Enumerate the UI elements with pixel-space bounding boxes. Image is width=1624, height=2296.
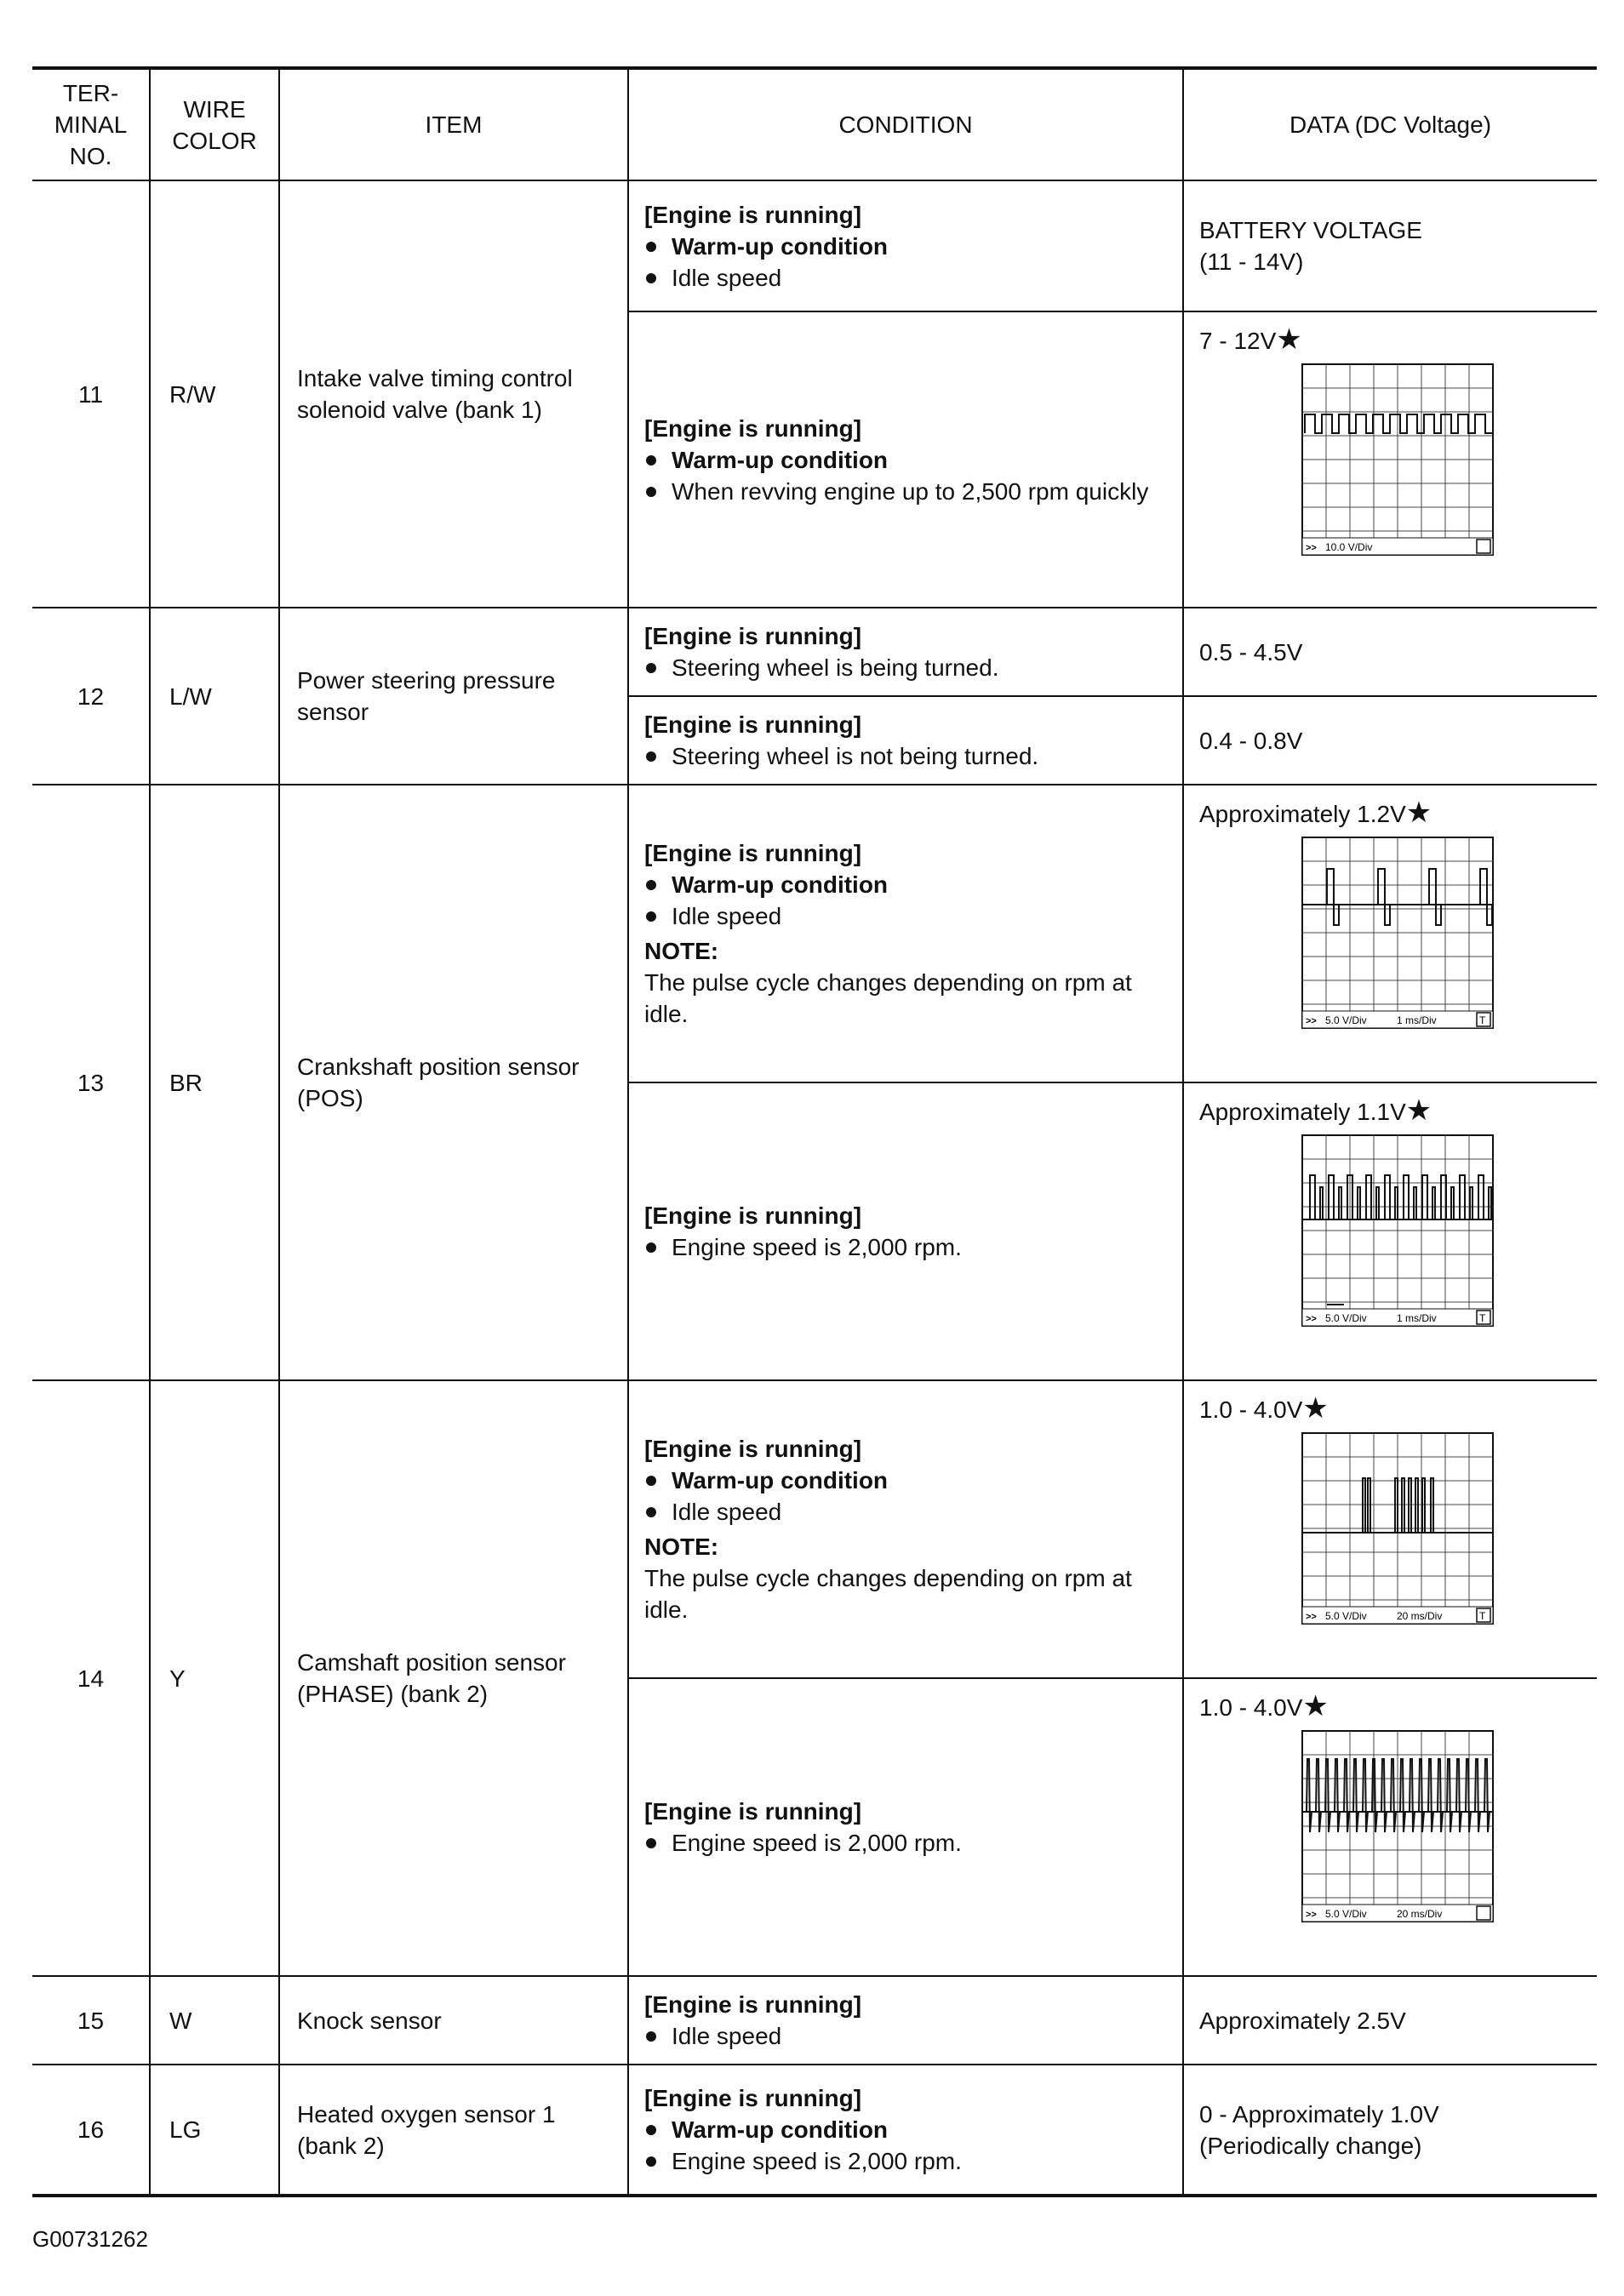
- terminal-number: 14: [32, 1380, 150, 1976]
- star-icon: ★: [1302, 1392, 1329, 1425]
- note-heading: NOTE:: [644, 938, 719, 964]
- condition-bullet: Engine speed is 2,000 rpm.: [644, 2145, 1172, 2177]
- condition-bullet: Warm-up condition: [644, 2114, 1172, 2145]
- condition-heading: [Engine is running]: [644, 1436, 862, 1462]
- condition-cell: [628, 696, 1183, 785]
- condition-list: [644, 444, 1172, 507]
- condition-list: [644, 740, 1172, 772]
- header-item: ITEM: [279, 68, 628, 180]
- row-13-cond-1-oscilloscope: [1301, 837, 1506, 1049]
- item-name: Knock sensor: [279, 1976, 628, 2065]
- data-value: [1199, 2005, 1581, 2036]
- row-14-cond-1-oscilloscope: [1301, 1432, 1506, 1645]
- star-icon: ★: [1405, 1094, 1432, 1127]
- data-cell: [1183, 785, 1597, 1082]
- terminal-number: 13: [32, 785, 150, 1380]
- scope-volt-div-label: 5.0 V/Div: [1325, 1014, 1367, 1026]
- scope-time-div-label: 20 ms/Div: [1397, 1908, 1443, 1920]
- data-cell: [1183, 608, 1597, 696]
- condition-bullet: Warm-up condition: [644, 1465, 1172, 1496]
- condition-heading: [Engine is running]: [644, 840, 862, 866]
- condition-heading: [Engine is running]: [644, 1798, 862, 1825]
- data-value: [1199, 1095, 1581, 1128]
- condition-bullet: Idle speed: [644, 1496, 1172, 1528]
- terminal-number: 16: [32, 2065, 150, 2196]
- table-header-row: [32, 68, 1597, 180]
- condition-bullet: Steering wheel is not being turned.: [644, 740, 1172, 772]
- header-wire-color: WIRE COLOR: [150, 68, 279, 180]
- terminal-spec-table: [32, 66, 1597, 2197]
- data-value: [1199, 2099, 1581, 2162]
- condition-bullet: Engine speed is 2,000 rpm.: [644, 1827, 1172, 1859]
- item-name: Crankshaft position sensor (POS): [279, 785, 628, 1380]
- condition-bullet: Idle speed: [644, 262, 1172, 294]
- data-cell: [1183, 696, 1597, 785]
- scope-trigger-mark: T: [1479, 1014, 1486, 1026]
- star-icon: ★: [1405, 797, 1432, 829]
- data-cell: [1183, 2065, 1597, 2196]
- item-name: Power steering pressure sensor: [279, 608, 628, 785]
- scope-time-div-label: 20 ms/Div: [1397, 1610, 1443, 1622]
- scope-marker: >>: [1306, 543, 1317, 553]
- condition-cell: [628, 311, 1183, 608]
- condition-list: [644, 869, 1172, 932]
- scope-trigger-mark: T: [1479, 1312, 1486, 1324]
- header-condition: CONDITION: [628, 68, 1183, 180]
- condition-list: [644, 652, 1172, 683]
- scope-volt-div-label: 10.0 V/Div: [1325, 541, 1373, 553]
- condition-bullet: Engine speed is 2,000 rpm.: [644, 1231, 1172, 1263]
- condition-bullet: Idle speed: [644, 900, 1172, 932]
- table-row: [32, 785, 1597, 1082]
- document-code: G00731262: [32, 2226, 148, 2252]
- table-row: [32, 180, 1597, 311]
- item-name: Intake valve timing control solenoid valve (bank 1): [279, 180, 628, 608]
- header-data: DATA (DC Voltage): [1183, 68, 1597, 180]
- wire-color: BR: [150, 785, 279, 1380]
- voltage-value: 0.5 - 4.5V: [1199, 638, 1303, 665]
- condition-cell: [628, 2065, 1183, 2196]
- condition-cell: [628, 180, 1183, 311]
- condition-heading: [Engine is running]: [644, 1991, 862, 2018]
- wire-color: LG: [150, 2065, 279, 2196]
- condition-cell: [628, 1380, 1183, 1678]
- scope-marker: >>: [1306, 1016, 1317, 1026]
- voltage-value: 0.4 - 0.8V: [1199, 727, 1303, 754]
- data-value: [1199, 1393, 1581, 1425]
- condition-heading: [Engine is running]: [644, 1202, 862, 1229]
- star-icon: ★: [1276, 323, 1302, 356]
- scope-marker: >>: [1306, 1910, 1317, 1920]
- scope-end-box: [1477, 540, 1490, 553]
- row-14-cond-2-oscilloscope: [1301, 1730, 1506, 1943]
- condition-list: [644, 1231, 1172, 1263]
- condition-cell: [628, 1976, 1183, 2065]
- condition-list: [644, 2020, 1172, 2052]
- terminal-number: 11: [32, 180, 150, 608]
- scope-trigger-mark: T: [1479, 1610, 1486, 1622]
- table-row: [32, 1380, 1597, 1678]
- data-cell: [1183, 1380, 1597, 1678]
- data-value: [1199, 214, 1581, 277]
- condition-cell: [628, 1678, 1183, 1976]
- condition-heading: [Engine is running]: [644, 623, 862, 649]
- table-row: [32, 608, 1597, 696]
- data-cell: [1183, 1976, 1597, 2065]
- table-body: [32, 180, 1597, 2196]
- terminal-number: 12: [32, 608, 150, 785]
- voltage-value: Approximately 1.2V: [1199, 801, 1406, 827]
- condition-bullet: Warm-up condition: [644, 444, 1172, 476]
- note-text: The pulse cycle changes depending on rpm at idle.: [644, 1565, 1132, 1623]
- condition-heading: [Engine is running]: [644, 2085, 862, 2111]
- data-value: [1199, 797, 1581, 830]
- data-cell: [1183, 311, 1597, 608]
- data-value: [1199, 637, 1581, 668]
- data-value: [1199, 324, 1581, 357]
- scope-end-box: [1477, 1906, 1490, 1920]
- item-name: Camshaft position sensor (PHASE) (bank 2): [279, 1380, 628, 1976]
- voltage-value: Approximately 1.1V: [1199, 1099, 1406, 1125]
- condition-bullet: Warm-up condition: [644, 869, 1172, 900]
- data-cell: [1183, 1678, 1597, 1976]
- condition-heading: [Engine is running]: [644, 201, 862, 228]
- data-value: [1199, 725, 1581, 757]
- condition-heading: [Engine is running]: [644, 711, 862, 738]
- item-name: Heated oxygen sensor 1 (bank 2): [279, 2065, 628, 2196]
- condition-cell: [628, 1082, 1183, 1380]
- data-cell: [1183, 180, 1597, 311]
- table-row: [32, 1976, 1597, 2065]
- table-row: [32, 2065, 1597, 2196]
- scope-time-div-label: 1 ms/Div: [1397, 1312, 1437, 1324]
- wire-color: Y: [150, 1380, 279, 1976]
- scope-volt-div-label: 5.0 V/Div: [1325, 1610, 1367, 1622]
- terminal-number: 15: [32, 1976, 150, 2065]
- row-13-cond-2-oscilloscope: [1301, 1134, 1506, 1347]
- voltage-value: 1.0 - 4.0V: [1199, 1694, 1303, 1721]
- note-text: The pulse cycle changes depending on rpm at idle.: [644, 969, 1132, 1027]
- condition-list: [644, 231, 1172, 294]
- condition-cell: [628, 608, 1183, 696]
- condition-bullet: Warm-up condition: [644, 231, 1172, 262]
- condition-heading: [Engine is running]: [644, 414, 862, 442]
- condition-bullet: When revving engine up to 2,500 rpm quickly: [644, 476, 1172, 507]
- condition-cell: [628, 785, 1183, 1082]
- wire-color: L/W: [150, 608, 279, 785]
- star-icon: ★: [1302, 1690, 1329, 1722]
- wire-color: R/W: [150, 180, 279, 608]
- condition-list: [644, 1465, 1172, 1528]
- condition-bullet: Steering wheel is being turned.: [644, 652, 1172, 683]
- row-11-cond-2-oscilloscope: [1301, 363, 1506, 576]
- condition-list: [644, 1827, 1172, 1859]
- data-value: [1199, 1691, 1581, 1723]
- scope-time-div-label: 1 ms/Div: [1397, 1014, 1437, 1026]
- note-heading: NOTE:: [644, 1534, 719, 1560]
- voltage-value: 0 - Approximately 1.0V (Periodically change): [1199, 2100, 1439, 2159]
- data-cell: [1183, 1082, 1597, 1380]
- wire-color: W: [150, 1976, 279, 2065]
- condition-list: [644, 2114, 1172, 2177]
- scope-volt-div-label: 5.0 V/Div: [1325, 1908, 1367, 1920]
- voltage-value: Approximately 2.5V: [1199, 2007, 1406, 2034]
- voltage-value: BATTERY VOLTAGE (11 - 14V): [1199, 217, 1422, 275]
- voltage-value: 7 - 12V: [1199, 328, 1277, 354]
- scope-volt-div-label: 5.0 V/Div: [1325, 1312, 1367, 1324]
- scope-marker: >>: [1306, 1314, 1317, 1324]
- header-terminal-no: TER- MINAL NO.: [32, 68, 150, 180]
- voltage-value: 1.0 - 4.0V: [1199, 1396, 1303, 1423]
- scope-marker: >>: [1306, 1612, 1317, 1622]
- condition-bullet: Idle speed: [644, 2020, 1172, 2052]
